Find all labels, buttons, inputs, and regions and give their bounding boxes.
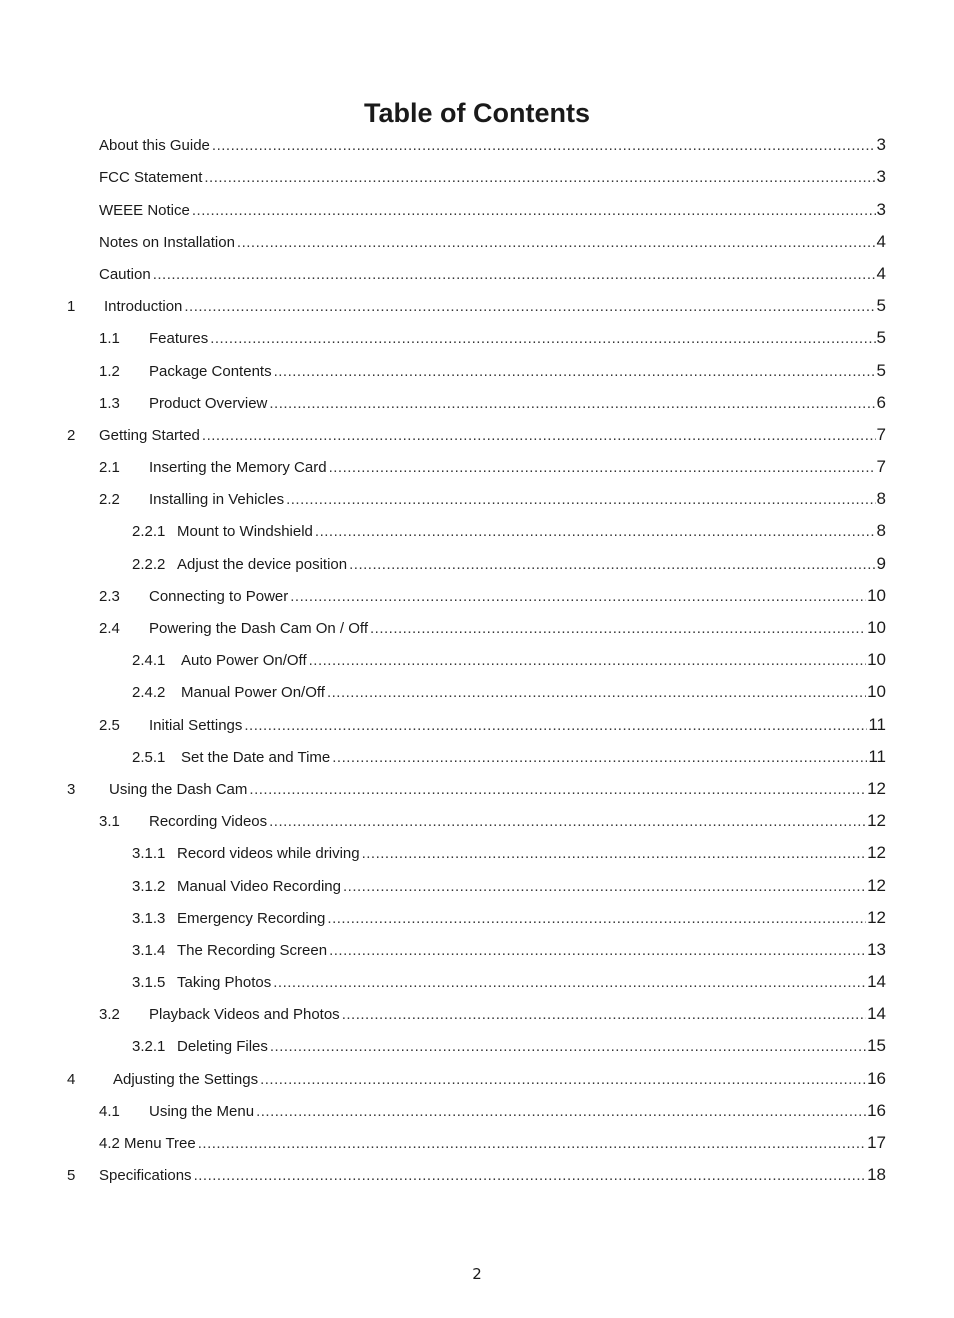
toc-entry-title: Specifications: [99, 1167, 192, 1185]
dot-leader: [198, 1135, 866, 1153]
toc-entry-page-number: 9: [876, 553, 886, 573]
toc-entry: [0, 288, 954, 320]
toc-entry-number: 1.1: [99, 330, 120, 348]
toc-entry-line: [99, 168, 886, 187]
dot-leader: [192, 202, 876, 220]
toc-entry: [0, 481, 954, 513]
dot-leader: [260, 1071, 866, 1089]
toc-entry-title: Playback Videos and Photos: [149, 1006, 340, 1024]
toc-entry-title: Emergency Recording: [177, 909, 326, 927]
dot-leader: [202, 427, 876, 445]
toc-entry-line: [181, 748, 886, 767]
dot-leader: [329, 942, 866, 960]
toc-entry-line: [181, 651, 886, 670]
toc-entry-title: Caution: [99, 265, 151, 283]
toc-entry-number: 2.2.1: [132, 523, 166, 541]
dot-leader: [332, 749, 867, 767]
toc-entry-line: [177, 555, 886, 574]
toc-entry-line: [177, 973, 886, 992]
toc-entry-title: Recording Videos: [149, 813, 268, 831]
toc-entry-title: Notes on Installation: [99, 233, 235, 251]
dot-leader: [204, 169, 875, 187]
toc-entry: [0, 771, 954, 803]
toc-entry-number: 5: [67, 1167, 76, 1185]
toc-entry-number: 2: [67, 426, 76, 444]
toc-entry-number: 3.1.3: [132, 909, 166, 927]
toc-entry-line: [181, 683, 886, 702]
toc-entry: [0, 385, 954, 417]
toc-entry-page-number: 15: [867, 1036, 886, 1056]
toc-entry-page-number: 13: [867, 939, 886, 959]
toc-entry-line: [177, 1037, 886, 1056]
toc-entry: [0, 1157, 954, 1189]
toc-entry-line: [149, 458, 886, 477]
toc-entry-line: [177, 877, 886, 896]
toc-entry: [0, 932, 954, 964]
dot-leader: [273, 974, 866, 992]
toc-entry-page-number: 12: [867, 907, 886, 927]
toc-entry-line: [177, 941, 886, 960]
toc-entry-number: 4: [67, 1070, 76, 1088]
dot-leader: [315, 523, 876, 541]
page-title: Table of Contents: [364, 98, 590, 128]
dot-leader: [274, 363, 876, 381]
dot-leader: [194, 1167, 867, 1185]
toc-entry: [0, 610, 954, 642]
dot-leader: [329, 459, 876, 477]
toc-entry-title: WEEE Notice: [99, 201, 190, 219]
toc-entry-title: Using the Dash Cam: [109, 780, 248, 798]
dot-leader: [269, 395, 875, 413]
toc-entry-number: 2.5: [99, 716, 120, 734]
toc-entry-number: 3.2.1: [132, 1038, 166, 1056]
toc-entry-title: Auto Power On/Off: [181, 652, 307, 670]
toc-entry-line: [177, 909, 886, 928]
toc-entry-title: Features: [149, 330, 209, 348]
toc-entry-title: Inserting the Memory Card: [149, 459, 327, 477]
dot-leader: [290, 588, 866, 606]
toc-entry-number: 3.1.5: [132, 974, 166, 992]
toc-entry-page-number: 14: [867, 972, 886, 992]
toc-entry-line: [99, 1134, 886, 1153]
toc-entry-page-number: 17: [867, 1133, 886, 1152]
toc-entry-line: [99, 201, 886, 220]
dot-leader: [270, 1038, 866, 1056]
toc-entry-title: About this Guide: [99, 137, 210, 155]
toc-entry-number: 1.3: [99, 394, 120, 412]
toc-entry-number: 3: [67, 780, 76, 798]
toc-entry-page-number: 12: [867, 811, 886, 831]
toc-entry-title: Initial Settings: [149, 716, 243, 734]
toc-entry-line: [149, 1102, 886, 1121]
toc-entry-title: Deleting Files: [177, 1038, 268, 1056]
toc-entry: [0, 674, 954, 706]
toc-entry-line: [149, 362, 886, 381]
dot-leader: [309, 652, 866, 670]
toc-entry-line: [149, 812, 886, 831]
toc-entry-page-number: 11: [868, 714, 886, 734]
toc-entry-page-number: 10: [867, 618, 886, 637]
toc-entry-line: [104, 297, 886, 316]
toc-entry: [0, 1125, 954, 1157]
toc-entry: [0, 900, 954, 932]
toc-entry-number: 1.2: [99, 362, 120, 380]
toc-entry-page-number: 3: [876, 135, 886, 155]
toc-entry-number: 2.5.1: [132, 748, 166, 766]
toc-entry: [0, 1028, 954, 1060]
toc-entry-line: [99, 265, 886, 284]
toc-entry: [0, 803, 954, 835]
toc-entry-page-number: 5: [876, 296, 886, 316]
toc-entry: [0, 417, 954, 449]
toc-entry-title: Product Overview: [149, 394, 268, 412]
toc-entry-title: Mount to Windshield: [177, 523, 313, 541]
toc-entry-line: [177, 522, 886, 541]
toc-entry-line: [149, 1005, 886, 1024]
toc-entry-line: [99, 136, 886, 155]
toc-entry-number: 3.1.4: [132, 941, 166, 959]
dot-leader: [349, 556, 875, 574]
toc-entry-page-number: 6: [876, 392, 886, 412]
toc-entry: [0, 1093, 954, 1125]
toc-entry-number: 3.2: [99, 1006, 120, 1024]
dot-leader: [342, 1006, 866, 1024]
toc-entry-number: 2.2: [99, 491, 120, 509]
dot-leader: [269, 813, 866, 831]
toc-entry-page-number: 5: [876, 328, 886, 348]
toc-entry-number: 3.1.2: [132, 877, 166, 895]
dot-leader: [327, 684, 866, 702]
toc-entry-title: Manual Video Recording: [177, 877, 341, 895]
dot-leader: [343, 878, 866, 896]
toc-entry: [0, 739, 954, 771]
toc-entry-page-number: 3: [876, 167, 886, 187]
toc-entry-title: Adjusting the Settings: [113, 1070, 259, 1088]
toc-entry-number: 2.2.2: [132, 555, 166, 573]
toc-entry: [0, 964, 954, 996]
toc-entry-page-number: 10: [867, 650, 886, 670]
dot-leader: [256, 1103, 866, 1121]
toc-entry: [0, 513, 954, 545]
toc-entry-title: Introduction: [104, 298, 183, 316]
dot-leader: [212, 137, 876, 155]
toc-entry-line: [149, 716, 886, 735]
toc-entry-title: 4.2 Menu Tree: [99, 1135, 196, 1152]
dot-leader: [286, 491, 875, 509]
toc-entry-page-number: 16: [867, 1068, 886, 1088]
dot-leader: [210, 330, 875, 348]
toc-entry: [0, 642, 954, 674]
toc-entry-title: FCC Statement: [99, 169, 203, 187]
page-number: 2: [472, 1265, 482, 1283]
toc-entry-title: Using the Menu: [149, 1102, 255, 1120]
toc-entry-title: Getting Started: [99, 426, 200, 444]
toc-entry-page-number: 4: [876, 231, 886, 251]
toc-entry-title: Powering the Dash Cam On / Off: [149, 620, 368, 637]
toc-entry-page-number: 11: [868, 746, 886, 766]
toc-entry: [0, 1060, 954, 1092]
toc-entry-line: [149, 587, 886, 606]
toc-entry-number: 2.1: [99, 459, 120, 477]
toc-entry-title: Connecting to Power: [149, 587, 289, 605]
toc-entry-page-number: 7: [876, 424, 886, 444]
toc-entry: [0, 159, 954, 191]
dot-leader: [327, 910, 866, 928]
toc-entry: [0, 352, 954, 384]
toc-entry-page-number: 12: [867, 843, 886, 863]
dot-leader: [184, 298, 875, 316]
toc-entry-title: Set the Date and Time: [181, 748, 331, 766]
toc-entry-page-number: 4: [876, 263, 886, 283]
toc-entry-title: Installing in Vehicles: [149, 491, 285, 509]
dot-leader: [153, 266, 876, 284]
toc-entry: [0, 256, 954, 288]
toc-entry-title: Package Contents: [149, 362, 272, 380]
toc-entry-page-number: 8: [876, 489, 886, 509]
toc-entry-page-number: 16: [867, 1100, 886, 1120]
toc-entry-page-number: 10: [867, 585, 886, 605]
table-of-contents: [0, 127, 954, 1189]
dot-leader: [370, 620, 866, 638]
toc-entry: [0, 996, 954, 1028]
toc-entry-line: [99, 426, 886, 445]
toc-entry: [0, 224, 954, 256]
toc-entry: [0, 706, 954, 738]
toc-entry-page-number: 12: [867, 778, 886, 798]
toc-entry: [0, 191, 954, 223]
toc-entry-line: [177, 844, 886, 863]
toc-entry-line: [149, 619, 886, 638]
toc-entry: [0, 835, 954, 867]
dot-leader: [249, 781, 866, 799]
toc-entry-title: Record videos while driving: [177, 845, 360, 863]
toc-entry-number: 2.4.2: [132, 684, 166, 702]
toc-entry-line: [113, 1070, 886, 1089]
toc-entry-line: [149, 394, 886, 413]
toc-entry: [0, 320, 954, 352]
toc-entry-page-number: 5: [876, 360, 886, 380]
toc-entry-line: [99, 1166, 886, 1185]
toc-entry: [0, 578, 954, 610]
toc-entry-number: 2.3: [99, 587, 120, 605]
toc-entry: [0, 449, 954, 481]
dot-leader: [237, 234, 876, 252]
toc-entry-number: 3.1.1: [132, 845, 166, 863]
toc-entry-line: [109, 780, 886, 799]
toc-entry-title: Taking Photos: [177, 974, 272, 992]
toc-entry-number: 2.4.1: [132, 652, 166, 670]
toc-entry-page-number: 14: [867, 1004, 886, 1024]
toc-entry-number: 4.1: [99, 1102, 120, 1120]
toc-entry-page-number: 10: [867, 682, 886, 702]
toc-entry-line: [149, 329, 886, 348]
toc-entry-page-number: 3: [876, 199, 886, 219]
toc-entry-page-number: 8: [876, 521, 886, 541]
dot-leader: [362, 845, 866, 863]
toc-entry: [0, 127, 954, 159]
toc-entry-page-number: 7: [876, 457, 886, 477]
toc-entry-number: 1: [67, 298, 76, 316]
toc-entry: [0, 867, 954, 899]
toc-entry-title: Adjust the device position: [177, 555, 348, 573]
toc-entry: [0, 545, 954, 577]
toc-entry-line: [99, 233, 886, 252]
toc-entry-page-number: 12: [867, 875, 886, 895]
toc-entry-line: [149, 490, 886, 509]
toc-entry-number: 2.4: [99, 620, 120, 637]
toc-entry-number: 3.1: [99, 813, 120, 831]
dot-leader: [244, 717, 867, 735]
toc-entry-title: The Recording Screen: [177, 941, 328, 959]
toc-entry-page-number: 18: [867, 1165, 886, 1185]
toc-entry-title: Manual Power On/Off: [181, 684, 325, 702]
